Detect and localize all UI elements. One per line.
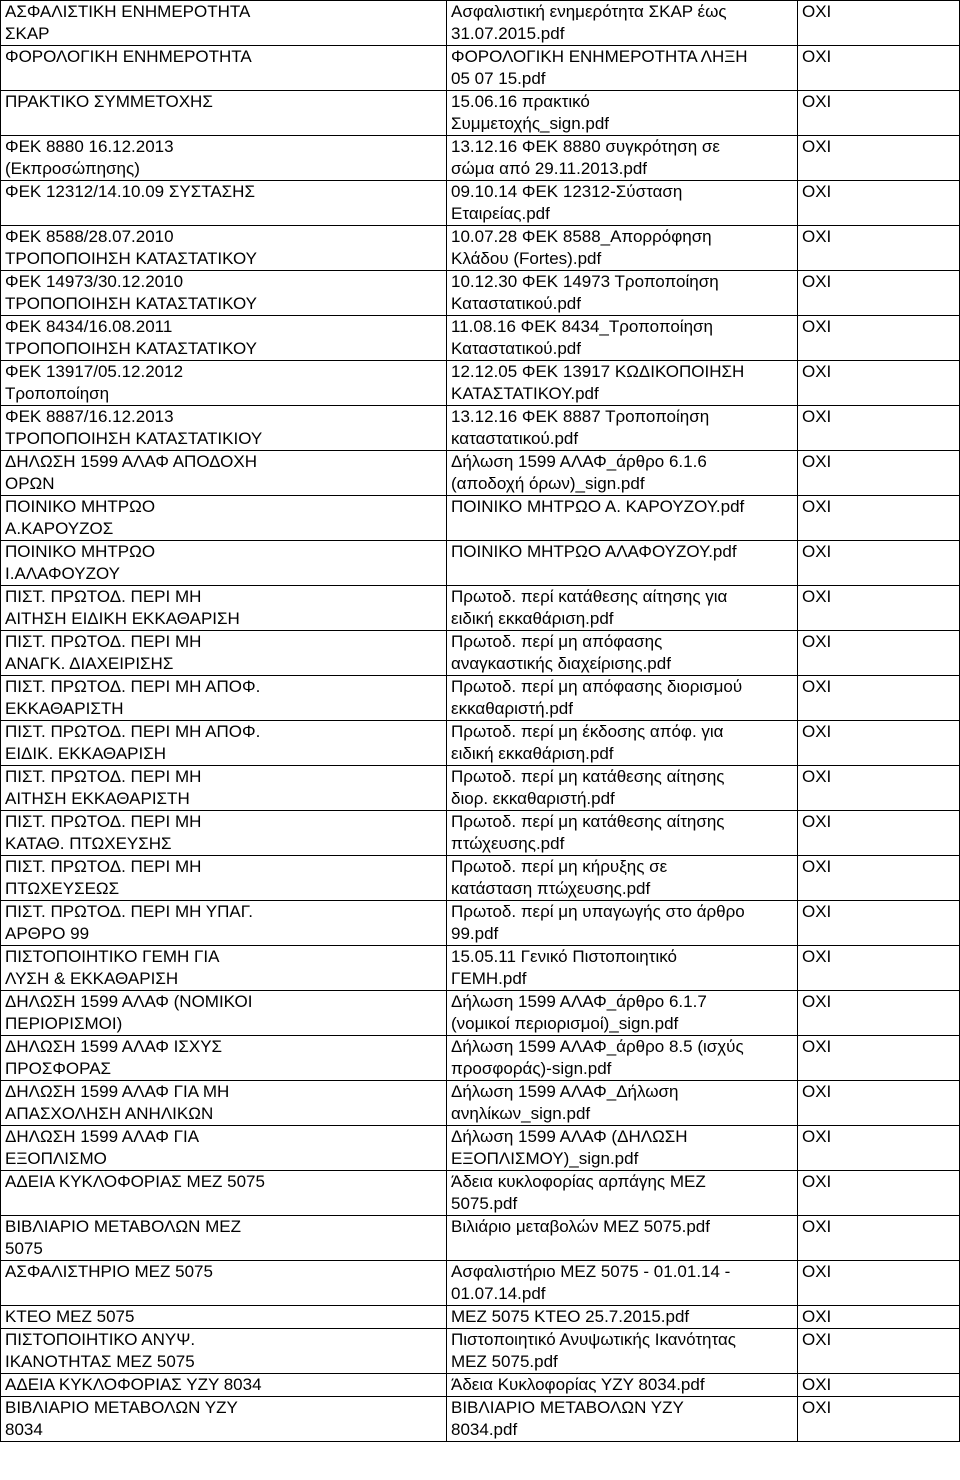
status-value: ΟΧΙ [802, 812, 832, 831]
status-cell [798, 181, 960, 226]
file-name-line: ΠΟΙΝΙΚΟ ΜΗΤΡΩΟ ΑΛΑΦΟΥΖΟΥ.pdf [451, 542, 737, 561]
file-name-line: 13.12.16 ΦΕΚ 8880 συγκρότηση σε [451, 137, 720, 156]
status-value: ΟΧΙ [802, 1307, 832, 1326]
file-name-line: ΦΟΡΟΛΟΓΙΚΗ ΕΝΗΜΕΡΟΤΗΤΑ ΛΗΞΗ [451, 47, 748, 66]
file-name-line: σώμα από 29.11.2013.pdf [451, 159, 648, 178]
status-value: ΟΧΙ [802, 47, 832, 66]
file-name-line: Πρωτοδ. περί μη απόφασης διορισμού [451, 677, 743, 696]
status-value: ΟΧΙ [802, 1262, 832, 1281]
status-value: ΟΧΙ [802, 992, 832, 1011]
file-name-line: Πρωτοδ. περί μη υπαγωγής στο άρθρο [451, 902, 745, 921]
document-title-cell [1, 541, 447, 586]
document-title-line: ΦΕΚ 14973/30.12.2010 [5, 272, 184, 291]
status-cell [798, 1, 960, 46]
document-title-cell [1, 901, 447, 946]
document-title-line: ΦΕΚ 13917/05.12.2012 [5, 362, 184, 381]
document-title-line: ΠΟΙΝΙΚΟ ΜΗΤΡΩΟ [5, 497, 156, 516]
document-title-line: ΑΡΘΡΟ 99 [5, 924, 90, 943]
document-title-cell [1, 361, 447, 406]
document-title-line: ΦΕΚ 8434/16.08.2011 [5, 317, 173, 336]
file-name-line: Πρωτοδ. περί μη έκδοσης απόφ. για [451, 722, 724, 741]
file-name-line: Ασφαλιστική ενημερότητα ΣΚΑΡ έως [451, 2, 727, 21]
status-value: ΟΧΙ [802, 227, 832, 246]
document-title-line: ΠΙΣΤ. ΠΡΩΤΟΔ. ΠΕΡΙ ΜΗ [5, 812, 202, 831]
status-value: ΟΧΙ [802, 1375, 832, 1394]
file-name-cell [447, 901, 798, 946]
document-title-line: ΑΙΤΗΣΗ ΕΙΔΙΚΗ ΕΚΚΑΘΑΡΙΣΗ [5, 609, 240, 628]
document-title-line: Τροποποίηση [5, 384, 110, 403]
table-row [1, 91, 960, 136]
file-name-cell [447, 1216, 798, 1261]
status-cell [798, 91, 960, 136]
status-cell [798, 1171, 960, 1216]
status-cell [798, 1374, 960, 1397]
file-name-cell [447, 586, 798, 631]
file-name-line: Καταστατικού.pdf [451, 339, 581, 358]
file-name-line: 99.pdf [451, 924, 499, 943]
file-name-cell [447, 1374, 798, 1397]
document-title-cell [1, 91, 447, 136]
document-title-cell [1, 316, 447, 361]
file-name-line: ΚΑΤΑΣΤΑΤΙΚΟΥ.pdf [451, 384, 599, 403]
file-name-line: Πρωτοδ. περί μη απόφασης [451, 632, 663, 651]
status-cell [798, 1126, 960, 1171]
file-name-line: (αποδοχή όρων)_sign.pdf [451, 474, 645, 493]
status-cell [798, 496, 960, 541]
status-value: ΟΧΙ [802, 1037, 832, 1056]
file-name-line: 10.12.30 ΦΕΚ 14973 Τροποποίηση [451, 272, 719, 291]
file-name-line: 01.07.14.pdf [451, 1284, 546, 1303]
status-cell [798, 451, 960, 496]
status-value: ΟΧΙ [802, 1172, 832, 1191]
table-row [1, 46, 960, 91]
document-title-line: ΠΙΣΤΟΠΟΙΗΤΙΚΟ ΓΕΜΗ ΓΙΑ [5, 947, 220, 966]
document-title-line: ΑΣΦΑΛΙΣΤΙΚΗ ΕΝΗΜΕΡΟΤΗΤΑ [5, 2, 251, 21]
table-row [1, 316, 960, 361]
document-title-cell [1, 136, 447, 181]
file-name-line: ΜΕΖ 5075.pdf [451, 1352, 558, 1371]
document-title-cell [1, 1374, 447, 1397]
status-value: ΟΧΙ [802, 182, 832, 201]
file-name-cell [447, 1171, 798, 1216]
document-title-line: ΣΚΑΡ [5, 24, 50, 43]
document-title-cell [1, 1, 447, 46]
table-row [1, 676, 960, 721]
table-row [1, 1, 960, 46]
table-row [1, 226, 960, 271]
document-title-line: ΦΕΚ 8880 16.12.2013 [5, 137, 174, 156]
file-name-cell [447, 1126, 798, 1171]
file-name-line: Πρωτοδ. περί μη κατάθεσης αίτησης [451, 767, 725, 786]
document-title-cell [1, 586, 447, 631]
document-title-line: ΒΙΒΛΙΑΡΙΟ ΜΕΤΑΒΟΛΩΝ ΜΕΖ [5, 1217, 241, 1236]
table-row [1, 496, 960, 541]
file-name-line: 15.05.11 Γενικό Πιστοποιητικό [451, 947, 677, 966]
status-value: ΟΧΙ [802, 497, 832, 516]
table-row [1, 856, 960, 901]
file-name-line: αναγκαστικής διαχείρισης.pdf [451, 654, 671, 673]
file-name-cell [447, 91, 798, 136]
table-row [1, 721, 960, 766]
file-name-line: ανηλίκων_sign.pdf [451, 1104, 591, 1123]
document-title-line: ΑΣΦΑΛΙΣΤΗΡΙΟ ΜΕΖ 5075 [5, 1262, 213, 1281]
file-name-cell [447, 631, 798, 676]
file-name-line: Βιλιάριο μεταβολών ΜΕΖ 5075.pdf [451, 1217, 710, 1236]
document-title-line: ΦΕΚ 8588/28.07.2010 [5, 227, 174, 246]
document-title-line: Α.ΚΑΡΟΥΖΟΣ [5, 519, 114, 538]
document-title-cell [1, 676, 447, 721]
file-name-line: κατάσταση πτώχευσης.pdf [451, 879, 651, 898]
file-name-line: ειδική εκκαθάριση.pdf [451, 744, 614, 763]
file-name-cell [447, 1036, 798, 1081]
status-cell [798, 361, 960, 406]
status-value: ΟΧΙ [802, 1330, 832, 1349]
table-row [1, 901, 960, 946]
document-title-line: ΠΡΑΚΤΙΚΟ ΣΥΜΜΕΤΟΧΗΣ [5, 92, 213, 111]
document-title-cell [1, 1081, 447, 1126]
file-name-line: ΠΟΙΝΙΚΟ ΜΗΤΡΩΟ Α. ΚΑΡΟΥΖΟΥ.pdf [451, 497, 745, 516]
status-cell [798, 676, 960, 721]
document-title-line: ΔΗΛΩΣΗ 1599 ΑΛΑΦ ΙΣΧΥΣ [5, 1037, 223, 1056]
table-row [1, 991, 960, 1036]
table-row [1, 1216, 960, 1261]
status-value: ΟΧΙ [802, 857, 832, 876]
file-name-line: Δήλωση 1599 ΑΛΑΦ (ΔΗΛΩΣΗ [451, 1127, 688, 1146]
file-name-cell [447, 676, 798, 721]
status-value: ΟΧΙ [802, 1082, 832, 1101]
file-name-line: 10.07.28 ΦΕΚ 8588_Απορρόφηση [451, 227, 712, 246]
status-cell [798, 541, 960, 586]
table-row [1, 451, 960, 496]
status-value: ΟΧΙ [802, 677, 832, 696]
document-title-cell [1, 451, 447, 496]
document-title-line: ΟΡΩΝ [5, 474, 55, 493]
file-name-cell [447, 361, 798, 406]
file-name-line: 5075.pdf [451, 1194, 518, 1213]
status-cell [798, 136, 960, 181]
file-name-line: προσφοράς)-sign.pdf [451, 1059, 612, 1078]
status-cell [798, 901, 960, 946]
status-value: ΟΧΙ [802, 632, 832, 651]
document-title-line: ΕΙΔΙΚ. ΕΚΚΑΘΑΡΙΣΗ [5, 744, 167, 763]
document-title-cell [1, 1216, 447, 1261]
document-title-line: ΠΙΣΤ. ΠΡΩΤΟΔ. ΠΕΡΙ ΜΗ [5, 857, 202, 876]
document-title-line: ΠΙΣΤ. ΠΡΩΤΟΔ. ΠΕΡΙ ΜΗ ΥΠΑΓ. [5, 902, 253, 921]
document-title-cell [1, 856, 447, 901]
file-name-line: Δήλωση 1599 ΑΛΑΦ_άρθρο 6.1.7 [451, 992, 707, 1011]
file-name-line: (νομικοί περιορισμοί)_sign.pdf [451, 1014, 679, 1033]
document-title-line: ΔΗΛΩΣΗ 1599 ΑΛΑΦ ΑΠΟΔΟΧΗ [5, 452, 258, 471]
table-row [1, 541, 960, 586]
file-name-line: Δήλωση 1599 ΑΛΑΦ_άρθρο 8.5 (ισχύς [451, 1037, 744, 1056]
document-title-cell [1, 946, 447, 991]
status-value: ΟΧΙ [802, 137, 832, 156]
document-title-cell [1, 1126, 447, 1171]
table-row [1, 811, 960, 856]
file-name-cell [447, 1329, 798, 1374]
status-cell [798, 316, 960, 361]
table-row [1, 1171, 960, 1216]
file-name-line: 8034.pdf [451, 1420, 518, 1439]
table-row [1, 631, 960, 676]
file-name-line: 05 07 15.pdf [451, 69, 546, 88]
status-cell [798, 721, 960, 766]
status-cell [798, 586, 960, 631]
document-title-cell [1, 1261, 447, 1306]
document-title-line: ΤΡΟΠΟΠΟΙΗΣΗ ΚΑΤΑΣΤΑΤΙΚΟΥ [5, 249, 257, 268]
document-title-line: ΔΗΛΩΣΗ 1599 ΑΛΑΦ (ΝΟΜΙΚΟΙ [5, 992, 253, 1011]
file-name-cell [447, 496, 798, 541]
file-name-line: εκκαθαριστή.pdf [451, 699, 573, 718]
document-title-line: ΠΙΣΤΟΠΟΙΗΤΙΚΟ ΑΝΥΨ. [5, 1330, 196, 1349]
file-name-line: 15.06.16 πρακτικό [451, 92, 590, 111]
document-title-line: Ι.ΑΛΑΦΟΥΖΟΥ [5, 564, 120, 583]
document-title-line: ΕΞΟΠΛΙΣΜΟ [5, 1149, 107, 1168]
document-title-line: ΦΕΚ 12312/14.10.09 ΣΥΣΤΑΣΗΣ [5, 182, 255, 201]
file-name-line: Δήλωση 1599 ΑΛΑΦ_άρθρο 6.1.6 [451, 452, 707, 471]
status-value: ΟΧΙ [802, 92, 832, 111]
table-row [1, 586, 960, 631]
file-name-cell [447, 1, 798, 46]
file-name-line: 13.12.16 ΦΕΚ 8887 Τροποποίηση [451, 407, 710, 426]
file-name-line: Πρωτοδ. περί κατάθεσης αίτησης για [451, 587, 728, 606]
document-title-line: ΠΙΣΤ. ΠΡΩΤΟΔ. ΠΕΡΙ ΜΗ ΑΠΟΦ. [5, 722, 261, 741]
document-title-line: ΤΡΟΠΟΠΟΙΗΣΗ ΚΑΤΑΣΤΑΤΙΚΟΥ [5, 339, 257, 358]
file-name-cell [447, 226, 798, 271]
status-value: ΟΧΙ [802, 2, 832, 21]
file-name-line: Πρωτοδ. περί μη κατάθεσης αίτησης [451, 812, 725, 831]
file-name-cell [447, 1081, 798, 1126]
table-row [1, 136, 960, 181]
status-value: ΟΧΙ [802, 362, 832, 381]
document-title-line: ΔΗΛΩΣΗ 1599 ΑΛΑΦ ΓΙΑ [5, 1127, 200, 1146]
table-row [1, 1374, 960, 1397]
file-name-line: ΕΞΟΠΛΙΣΜΟΥ)_sign.pdf [451, 1149, 639, 1168]
document-title-line: ΑΔΕΙΑ ΚΥΚΛΟΦΟΡΙΑΣ ΥΖΥ 8034 [5, 1375, 262, 1394]
document-title-line: 5075 [5, 1239, 43, 1258]
status-value: ΟΧΙ [802, 272, 832, 291]
table-row [1, 181, 960, 226]
status-cell [798, 46, 960, 91]
status-value: ΟΧΙ [802, 452, 832, 471]
table-row [1, 1036, 960, 1081]
file-name-line: Πιστοποιητικό Ανυψωτικής Ικανότητας [451, 1330, 736, 1349]
document-title-line: ΦΟΡΟΛΟΓΙΚΗ ΕΝΗΜΕΡΟΤΗΤΑ [5, 47, 252, 66]
status-value: ΟΧΙ [802, 1127, 832, 1146]
file-name-line: 31.07.2015.pdf [451, 24, 565, 43]
file-name-line: διορ. εκκαθαριστή.pdf [451, 789, 615, 808]
file-name-cell [447, 766, 798, 811]
table-row [1, 406, 960, 451]
file-name-line: 09.10.14 ΦΕΚ 12312-Σύσταση [451, 182, 683, 201]
status-cell [798, 1216, 960, 1261]
table-row [1, 1081, 960, 1126]
file-name-cell [447, 136, 798, 181]
document-title-cell [1, 766, 447, 811]
status-cell [798, 856, 960, 901]
status-value: ΟΧΙ [802, 1398, 832, 1417]
file-name-line: Άδεια κυκλοφορίας αρπάγης ΜΕΖ [451, 1172, 706, 1191]
document-title-cell [1, 1171, 447, 1216]
file-name-line: ΒΙΒΛΙΑΡΙΟ ΜΕΤΑΒΟΛΩΝ ΥΖΥ [451, 1398, 684, 1417]
status-cell [798, 1397, 960, 1442]
document-title-line: ΠΙΣΤ. ΠΡΩΤΟΔ. ΠΕΡΙ ΜΗ [5, 632, 202, 651]
document-title-line: ΠΕΡΙΟΡΙΣΜΟΙ) [5, 1014, 123, 1033]
document-title-cell [1, 1397, 447, 1442]
document-title-cell [1, 1329, 447, 1374]
file-name-cell [447, 316, 798, 361]
status-cell [798, 1306, 960, 1329]
document-title-cell [1, 181, 447, 226]
document-title-cell [1, 46, 447, 91]
file-name-line: Εταιρείας.pdf [451, 204, 550, 223]
document-title-line: ΛΥΣΗ & ΕΚΚΑΘΑΡΙΣΗ [5, 969, 179, 988]
status-value: ΟΧΙ [802, 317, 832, 336]
document-title-line: ΑΠΑΣΧΟΛΗΣΗ ΑΝΗΛΙΚΩΝ [5, 1104, 214, 1123]
file-name-line: ΜΕΖ 5075 ΚΤΕΟ 25.7.2015.pdf [451, 1307, 690, 1326]
status-value: ΟΧΙ [802, 722, 832, 741]
document-title-cell [1, 631, 447, 676]
table-row [1, 946, 960, 991]
document-title-cell [1, 496, 447, 541]
status-cell [798, 631, 960, 676]
document-title-line: ΑΙΤΗΣΗ ΕΚΚΑΘΑΡΙΣΤΗ [5, 789, 190, 808]
file-name-cell [447, 406, 798, 451]
file-name-line: ΓΕΜΗ.pdf [451, 969, 527, 988]
document-title-line: ΤΡΟΠΟΠΟΙΗΣΗ ΚΑΤΑΣΤΑΤΙΚΙΟΥ [5, 429, 263, 448]
document-title-line: ΑΔΕΙΑ ΚΥΚΛΟΦΟΡΙΑΣ ΜΕΖ 5075 [5, 1172, 265, 1191]
documents-table-body [1, 1, 960, 1442]
table-row [1, 766, 960, 811]
status-cell [798, 991, 960, 1036]
document-title-cell [1, 226, 447, 271]
file-name-line: Δήλωση 1599 ΑΛΑΦ_Δήλωση [451, 1082, 679, 1101]
file-name-line: Συμμετοχής_sign.pdf [451, 114, 610, 133]
status-cell [798, 226, 960, 271]
table-row [1, 361, 960, 406]
file-name-cell [447, 1306, 798, 1329]
document-title-cell [1, 991, 447, 1036]
table-row [1, 271, 960, 316]
status-value: ΟΧΙ [802, 767, 832, 786]
status-cell [798, 811, 960, 856]
status-value: ΟΧΙ [802, 542, 832, 561]
document-title-cell [1, 406, 447, 451]
file-name-line: πτώχευσης.pdf [451, 834, 565, 853]
status-cell [798, 1036, 960, 1081]
document-title-line: ΤΡΟΠΟΠΟΙΗΣΗ ΚΑΤΑΣΤΑΤΙΚΟΥ [5, 294, 257, 313]
status-cell [798, 946, 960, 991]
document-title-line: ΚΑΤΑΘ. ΠΤΩΧΕΥΣΗΣ [5, 834, 172, 853]
file-name-cell [447, 1261, 798, 1306]
document-title-line: ΙΚΑΝΟΤΗΤΑΣ ΜΕΖ 5075 [5, 1352, 195, 1371]
document-title-line: ΠΙΣΤ. ΠΡΩΤΟΔ. ΠΕΡΙ ΜΗ ΑΠΟΦ. [5, 677, 261, 696]
table-row [1, 1126, 960, 1171]
document-title-line: ΦΕΚ 8887/16.12.2013 [5, 407, 174, 426]
document-title-line: ΒΙΒΛΙΑΡΙΟ ΜΕΤΑΒΟΛΩΝ ΥΖΥ [5, 1398, 238, 1417]
status-cell [798, 766, 960, 811]
file-name-cell [447, 46, 798, 91]
file-name-cell [447, 811, 798, 856]
status-value: ΟΧΙ [802, 587, 832, 606]
file-name-line: 12.12.05 ΦΕΚ 13917 ΚΩΔΙΚΟΠΟΙΗΣΗ [451, 362, 745, 381]
status-cell [798, 406, 960, 451]
status-value: ΟΧΙ [802, 407, 832, 426]
document-title-line: ΑΝΑΓΚ. ΔΙΑΧΕΙΡΙΣΗΣ [5, 654, 174, 673]
file-name-line: Πρωτοδ. περί μη κήρυξης σε [451, 857, 668, 876]
file-name-cell [447, 991, 798, 1036]
document-title-line: 8034 [5, 1420, 43, 1439]
document-title-line: ΚΤΕΟ ΜΕΖ 5075 [5, 1307, 135, 1326]
document-title-cell [1, 1036, 447, 1081]
document-title-line: ΠΡΟΣΦΟΡΑΣ [5, 1059, 112, 1078]
file-name-cell [447, 856, 798, 901]
file-name-cell [447, 541, 798, 586]
file-name-line: 11.08.16 ΦΕΚ 8434_Τροποποίηση [451, 317, 713, 336]
file-name-cell [447, 721, 798, 766]
file-name-line: καταστατικού.pdf [451, 429, 579, 448]
table-row [1, 1261, 960, 1306]
status-cell [798, 1081, 960, 1126]
document-title-cell [1, 1306, 447, 1329]
document-title-line: ΠΙΣΤ. ΠΡΩΤΟΔ. ΠΕΡΙ ΜΗ [5, 587, 202, 606]
status-value: ΟΧΙ [802, 902, 832, 921]
status-value: ΟΧΙ [802, 947, 832, 966]
file-name-line: Κλάδου (Fortes).pdf [451, 249, 602, 268]
file-name-line: Ασφαλιστήριο ΜΕΖ 5075 - 01.01.14 - [451, 1262, 731, 1281]
table-row [1, 1397, 960, 1442]
document-title-line: (Εκπροσώπησης) [5, 159, 140, 178]
file-name-line: Άδεια Κυκλοφορίας ΥΖΥ 8034.pdf [451, 1375, 705, 1394]
document-title-line: ΠΙΣΤ. ΠΡΩΤΟΔ. ΠΕΡΙ ΜΗ [5, 767, 202, 786]
file-name-line: Καταστατικού.pdf [451, 294, 581, 313]
file-name-cell [447, 1397, 798, 1442]
table-row [1, 1329, 960, 1374]
file-name-cell [447, 271, 798, 316]
document-title-cell [1, 811, 447, 856]
table-row [1, 1306, 960, 1329]
status-cell [798, 1329, 960, 1374]
status-value: ΟΧΙ [802, 1217, 832, 1236]
file-name-cell [447, 946, 798, 991]
document-title-line: ΕΚΚΑΘΑΡΙΣΤΗ [5, 699, 124, 718]
document-title-line: ΔΗΛΩΣΗ 1599 ΑΛΑΦ ΓΙΑ ΜΗ [5, 1082, 230, 1101]
document-title-line: ΠΟΙΝΙΚΟ ΜΗΤΡΩΟ [5, 542, 156, 561]
document-title-line: ΠΤΩΧΕΥΣΕΩΣ [5, 879, 120, 898]
file-name-line: ειδική εκκαθάριση.pdf [451, 609, 614, 628]
document-title-cell [1, 721, 447, 766]
file-name-cell [447, 181, 798, 226]
status-cell [798, 1261, 960, 1306]
status-cell [798, 271, 960, 316]
file-name-cell [447, 451, 798, 496]
document-title-cell [1, 271, 447, 316]
